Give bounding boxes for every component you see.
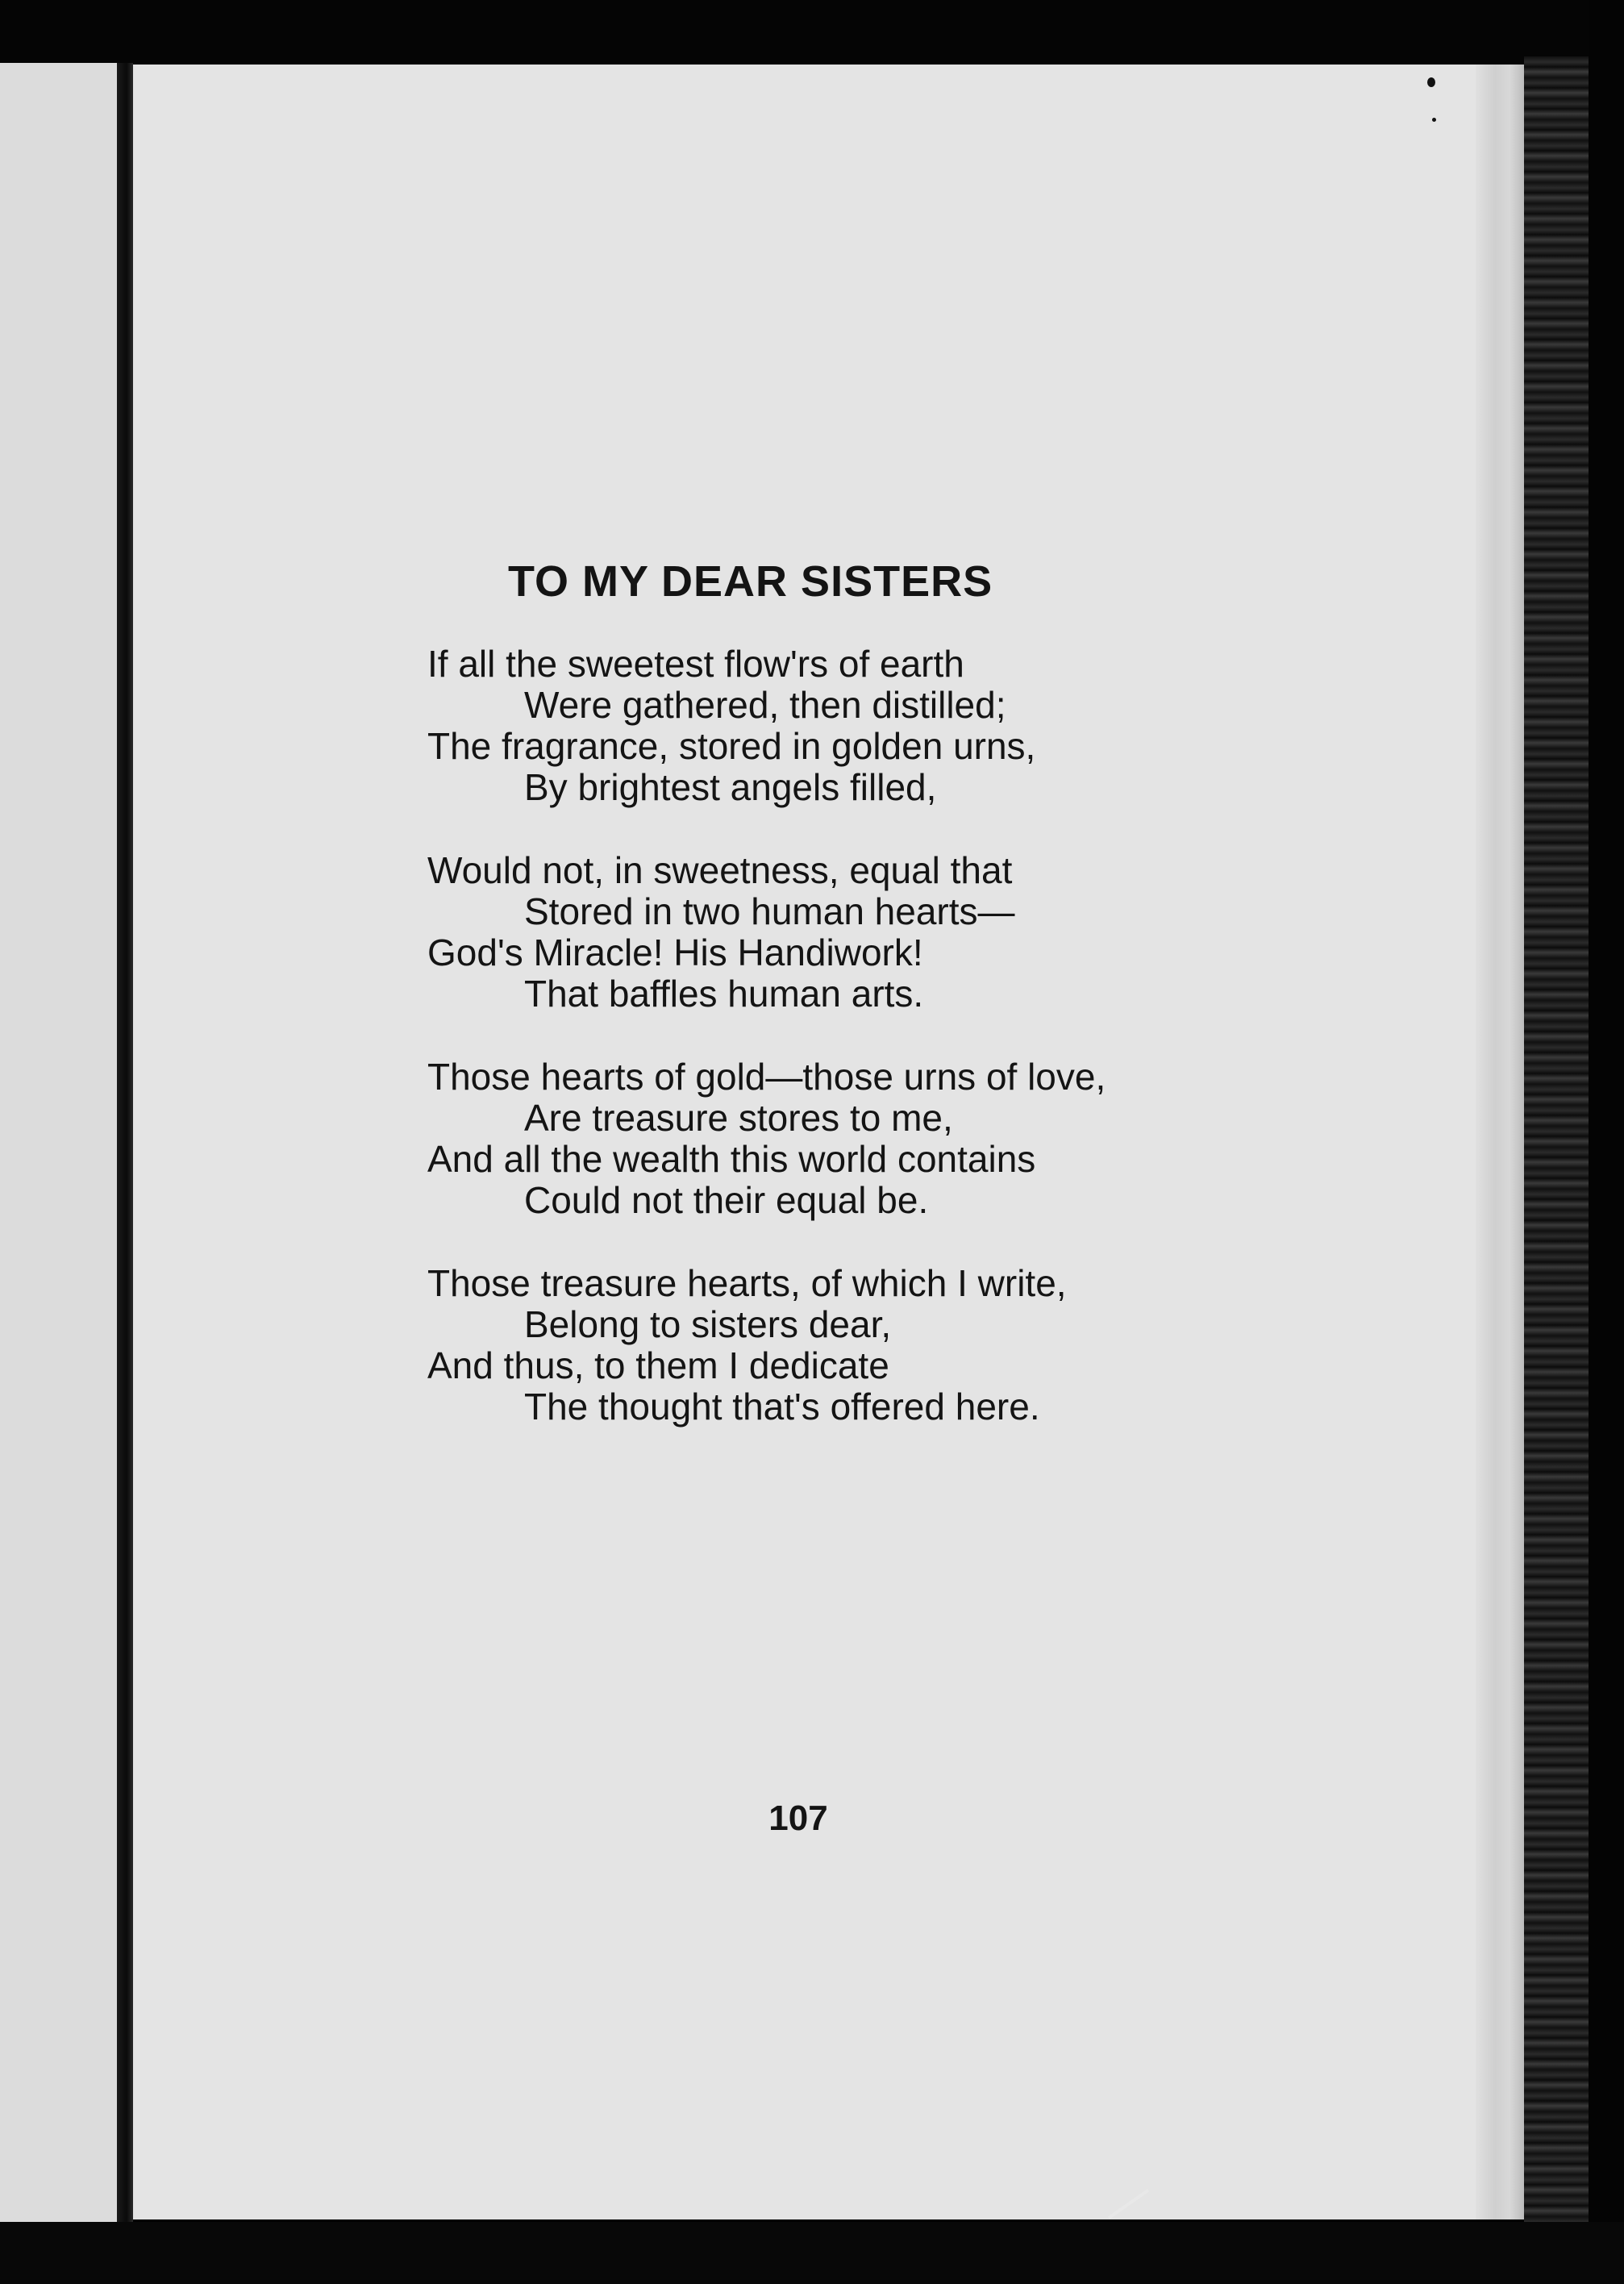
poem-line: Those hearts of gold—those urns of love,: [427, 1056, 1106, 1098]
poem-line: And all the wealth this world contains: [427, 1138, 1036, 1180]
stanza-3: [427, 1057, 1314, 1221]
stanza-1: [427, 644, 1314, 808]
poem-line: Are treasure stores to me,: [524, 1097, 953, 1139]
page-number: 107: [768, 1798, 828, 1838]
book-spine: [117, 63, 133, 2224]
poem-line: By brightest angels filled,: [524, 766, 937, 808]
scan-bottom-border: [0, 2222, 1624, 2284]
scan-top-border: [0, 0, 1624, 65]
speck-mark: [1427, 77, 1435, 87]
poem-line: The thought that's offered here.: [524, 1386, 1040, 1428]
poem-line: Those treasure hearts, of which I write,: [427, 1262, 1067, 1304]
poem-line: Belong to sisters dear,: [524, 1303, 892, 1345]
poem-line: God's Miracle! His Handiwork!: [427, 932, 923, 973]
poem-line: Stored in two human hearts—: [524, 890, 1015, 932]
poem-line: And thus, to them I dedicate: [427, 1344, 889, 1386]
poem-title: TO MY DEAR SISTERS: [508, 557, 993, 606]
scan-right-border: [1589, 0, 1624, 2284]
stanza-2: [427, 850, 1314, 1015]
speck-mark: [1432, 118, 1436, 122]
poem-line: Could not their equal be.: [524, 1179, 929, 1221]
poem-line: If all the sweetest flow'rs of earth: [427, 643, 964, 685]
poem-line: Would not, in sweetness, equal that: [427, 849, 1013, 891]
page-stack-edges: [1524, 56, 1589, 2226]
poem-line: Were gathered, then distilled;: [524, 684, 1006, 726]
stanza-4: [427, 1263, 1314, 1428]
poem: [427, 556, 1314, 1469]
poem-line: The fragrance, stored in golden urns,: [427, 725, 1036, 767]
page-right-margin: [1476, 65, 1524, 2219]
poem-line: That baffles human arts.: [524, 973, 924, 1015]
left-page-edge: [0, 63, 117, 2224]
